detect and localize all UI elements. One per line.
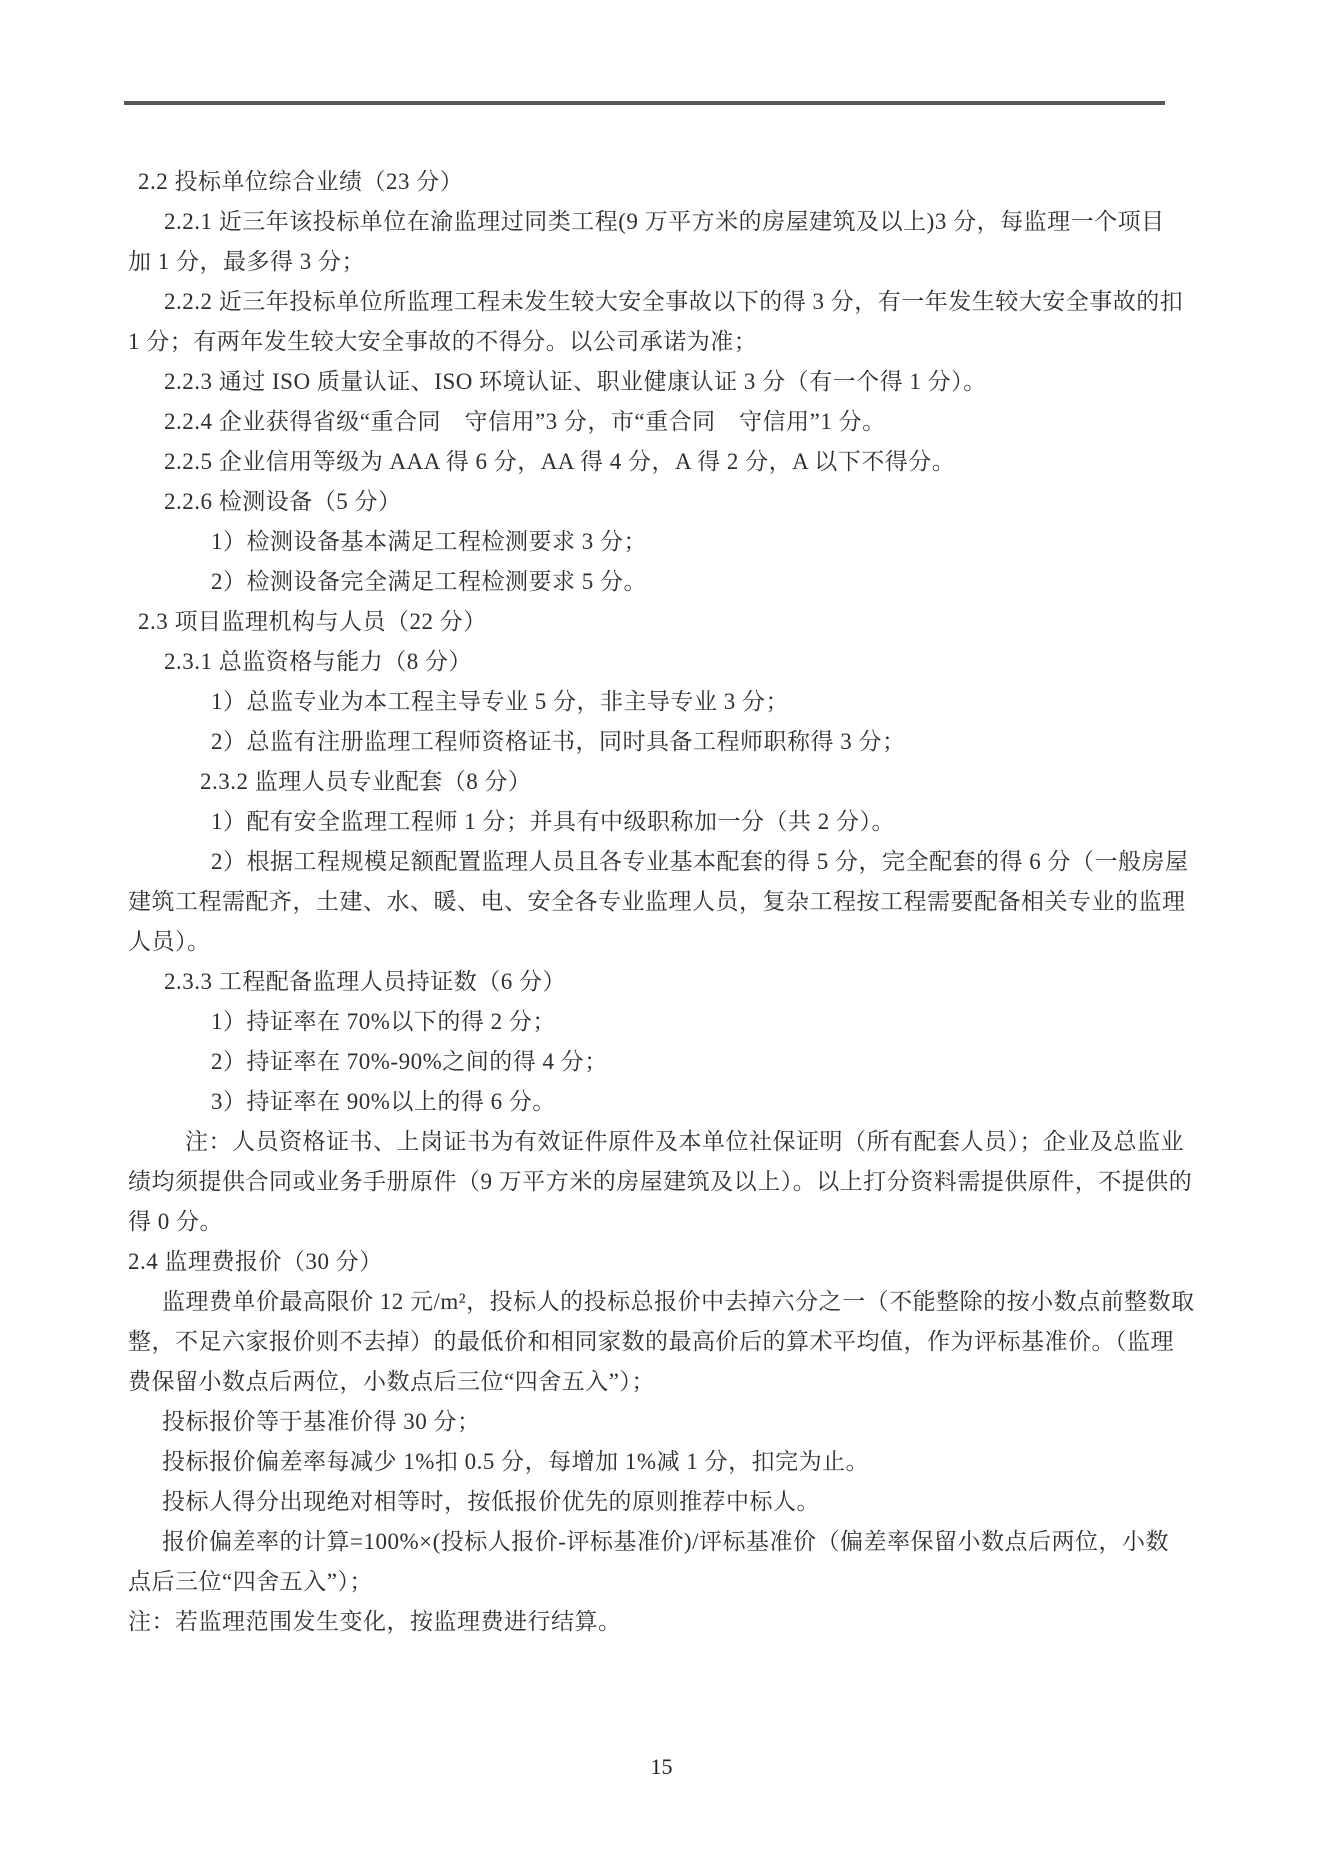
text-line: 1）总监专业为本工程主导专业 5 分，非主导专业 3 分； [211, 689, 789, 714]
text-line: 2.2.6 检测设备（5 分） [164, 489, 402, 514]
text-line: 得 0 分。 [128, 1209, 223, 1234]
text-line: 2.3.3 工程配备监理人员持证数（6 分） [164, 969, 566, 994]
text-line: 2）检测设备完全满足工程检测要求 5 分。 [211, 569, 647, 594]
document-body [0, 162, 1323, 1642]
text-line: 1）持证率在 70%以下的得 2 分； [211, 1009, 556, 1034]
text-line: 1 分；有两年发生较大安全事故的不得分。以公司承诺为准； [128, 329, 758, 354]
text-line: 2.2.3 通过 ISO 质量认证、ISO 环境认证、职业健康认证 3 分（有一个得 1 分）。 [164, 369, 987, 394]
text-line: 报价偏差率的计算=100%×(投标人报价-评标基准价)/评标基准价（偏差率保留小数点后两位，小数 [162, 1529, 1169, 1554]
header-rule [124, 101, 1165, 105]
text-line: 2.2.1 近三年该投标单位在渝监理过同类工程(9 万平方米的房屋建筑及以上)3 分，每监理一个项目 [164, 209, 1165, 234]
text-line: 注：若监理范围发生变化，按监理费进行结算。 [128, 1609, 622, 1634]
text-line: 2.2.4 企业获得省级“重合同 守信用”3 分，市“重合同 守信用”1 分。 [164, 409, 886, 434]
text-line: 3）持证率在 90%以上的得 6 分。 [211, 1089, 556, 1114]
text-line: 2）根据工程规模足额配置监理人员且各专业基本配套的得 5 分，完全配套的得 6 分（一般房屋 [211, 849, 1189, 874]
text-line: 加 1 分，最多得 3 分； [128, 249, 365, 274]
text-line: 点后三位“四舍五入”）； [128, 1569, 373, 1594]
text-line: 2）总监有注册监理工程师资格证书，同时具备工程师职称得 3 分； [211, 729, 906, 754]
text-line: 投标报价等于基准价得 30 分； [162, 1409, 481, 1434]
text-line: 1）配有安全监理工程师 1 分；并具有中级职称加一分（共 2 分）。 [211, 809, 895, 834]
text-line: 2）持证率在 70%-90%之间的得 4 分； [211, 1049, 608, 1074]
text-line: 注：人员资格证书、上岗证书为有效证件原件及本单位社保证明（所有配套人员）；企业及总监业 [185, 1129, 1184, 1154]
page-number: 15 [650, 1754, 673, 1779]
text-line: 2.2.2 近三年投标单位所监理工程未发生较大安全事故以下的得 3 分，有一年发生较大安全事故的扣 [164, 289, 1184, 314]
text-line: 2.4 监理费报价（30 分） [128, 1249, 383, 1274]
text-line: 费保留小数点后两位，小数点后三位“四舍五入”）； [128, 1369, 655, 1394]
text-line: 整，不足六家报价则不去掉）的最低价和相同家数的最高价后的算术平均值，作为评标基准价。（监理 [128, 1329, 1174, 1354]
text-line: 2.2 投标单位综合业绩（23 分） [138, 169, 464, 194]
text-line: 投标人得分出现绝对相等时，按低报价优先的原则推荐中标人。 [162, 1489, 820, 1514]
text-line: 2.3.2 监理人员专业配套（8 分） [200, 769, 532, 794]
text-line: 1）检测设备基本满足工程检测要求 3 分； [211, 529, 647, 554]
text-line: 投标报价偏差率每减少 1%扣 0.5 分，每增加 1%减 1 分，扣完为止。 [162, 1449, 870, 1474]
text-line: 2.3 项目监理机构与人员（22 分） [138, 609, 487, 634]
text-line: 监理费单价最高限价 12 元/m²，投标人的投标总报价中去掉六分之一（不能整除的按小数点前整数取 [162, 1289, 1195, 1314]
text-line: 建筑工程需配齐，土建、水、暖、电、安全各专业监理人员，复杂工程按工程需要配备相关专业的监理 [128, 889, 1186, 914]
text-line: 2.3.1 总监资格与能力（8 分） [164, 649, 472, 674]
text-line: 人员）。 [128, 929, 211, 954]
text-line: 绩均须提供合同或业务手册原件（9 万平方米的房屋建筑及以上）。以上打分资料需提供原件，不提供的 [128, 1169, 1193, 1194]
text-line: 2.2.5 企业信用等级为 AAA 得 6 分，AA 得 4 分，A 得 2 分，A 以下不得分。 [164, 449, 956, 474]
